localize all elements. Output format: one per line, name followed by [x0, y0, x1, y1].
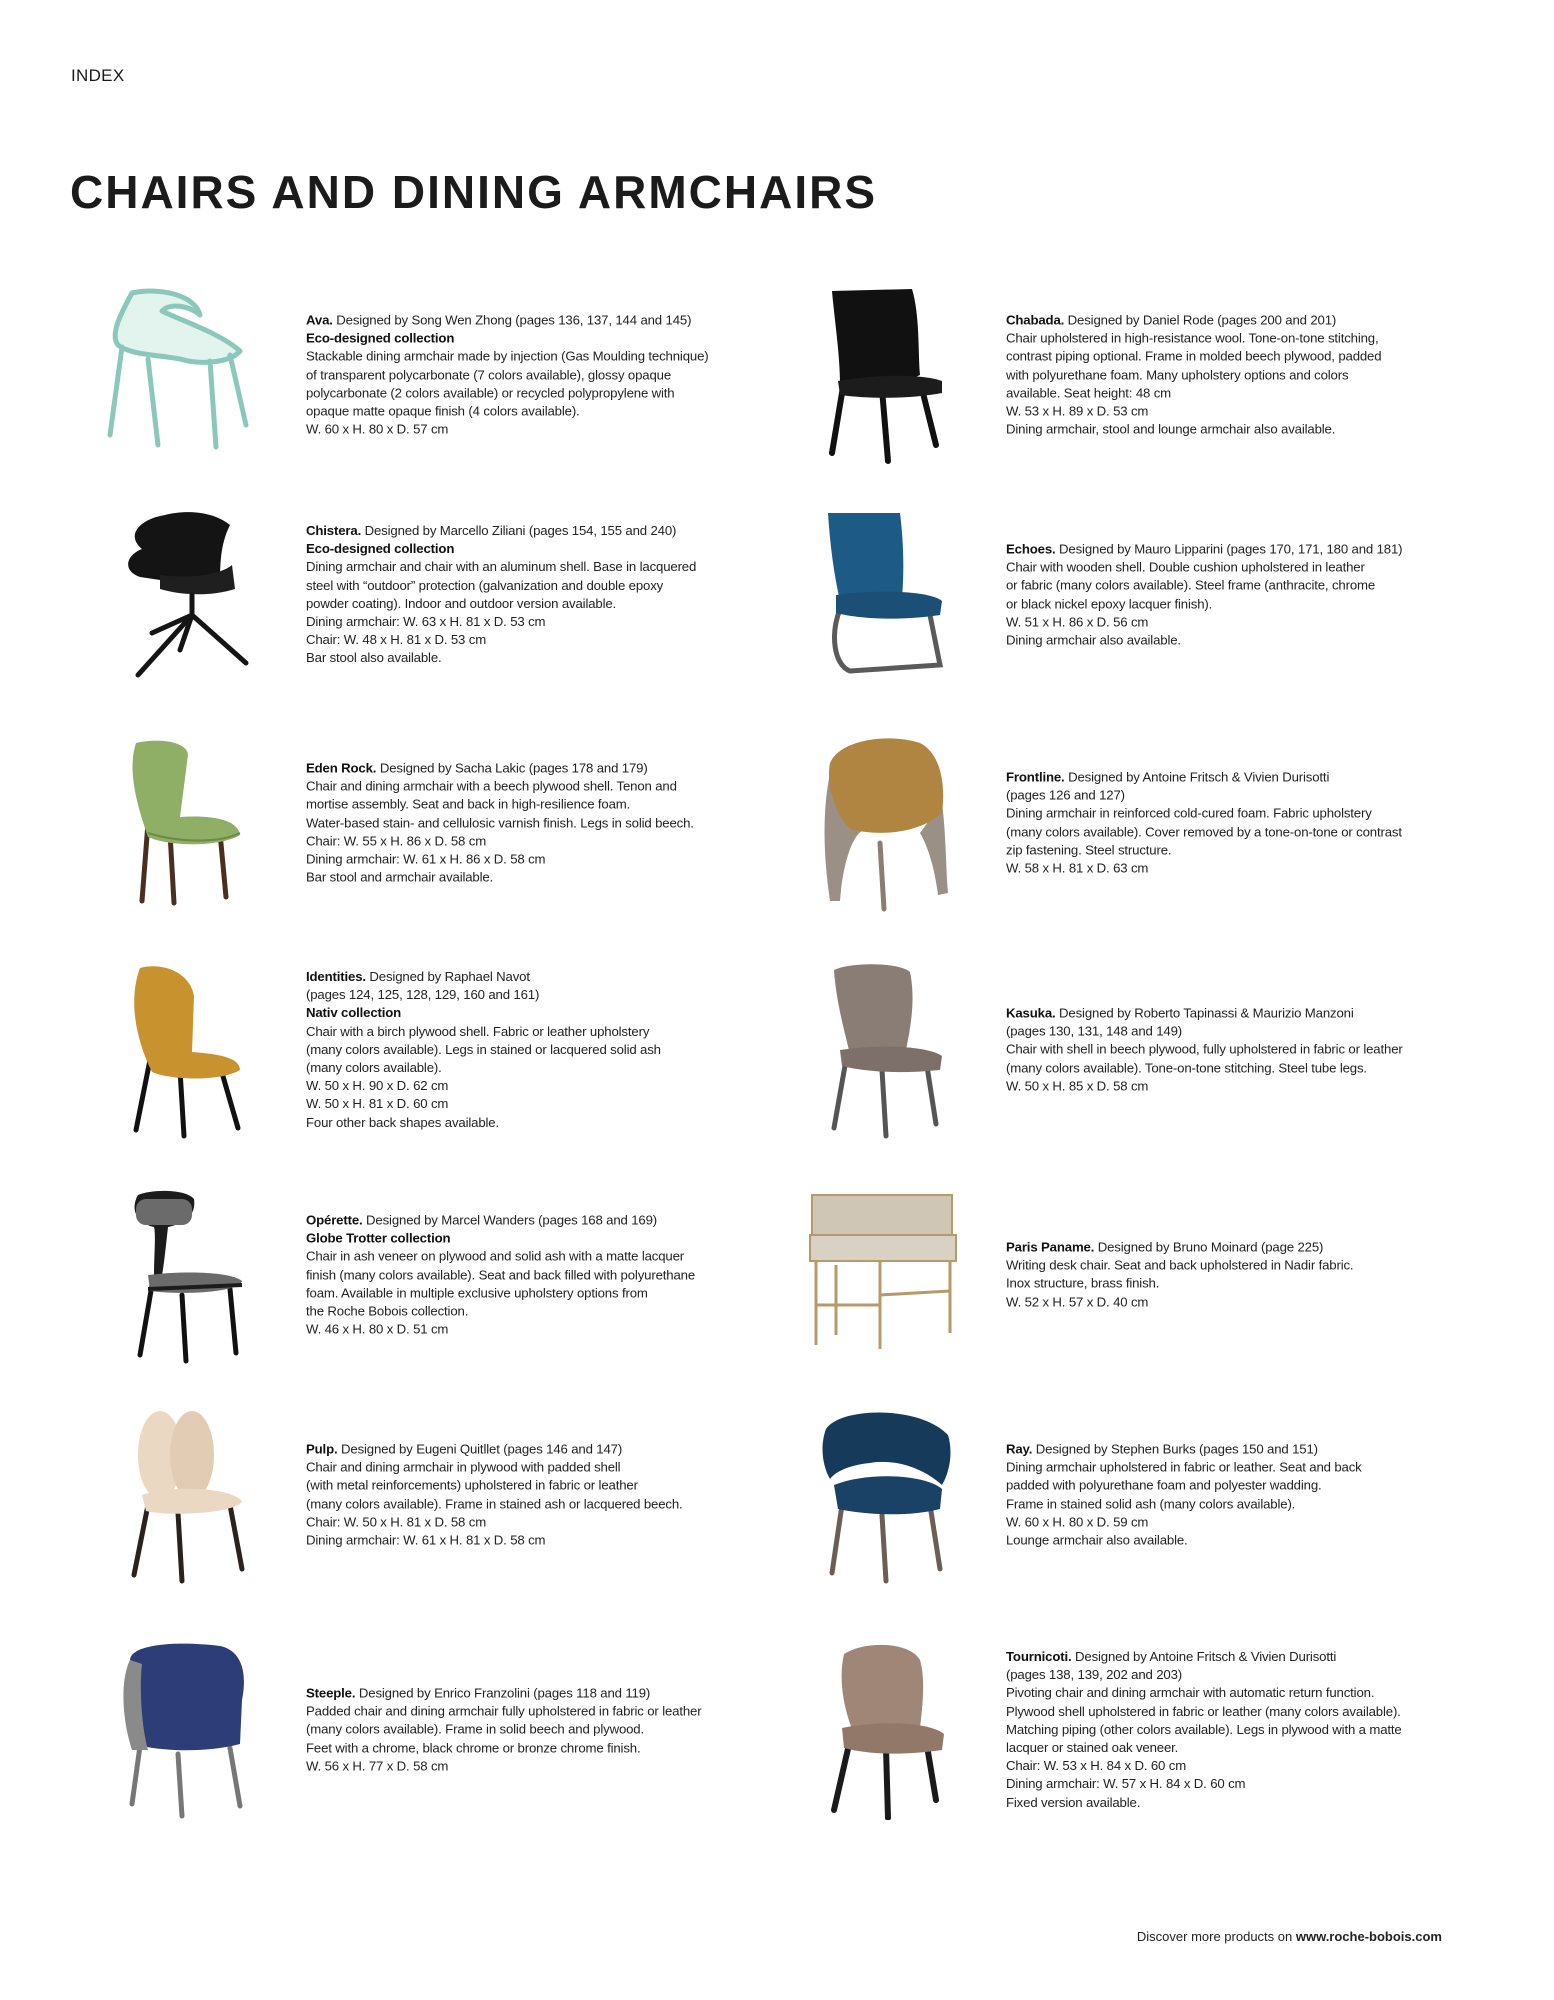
product-desc-line: foam. Available in multiple exclusive upholstery options from	[306, 1285, 648, 1301]
pulp-chair-icon	[70, 1405, 260, 1585]
product-designer: Designed by Antoine Fritsch & Vivien Durisotti	[1071, 1649, 1337, 1665]
product-designer: Designed by Roberto Tapinassi & Maurizio Manzoni	[1055, 1005, 1354, 1021]
product-desc-line: Bar stool and armchair available.	[306, 869, 494, 885]
page-title: CHAIRS AND DINING ARMCHAIRS	[70, 166, 878, 218]
product-desc-line: Plywood shell upholstered in fabric or leather (many colors available).	[1006, 1703, 1401, 1719]
kasuka-chair-icon	[770, 960, 960, 1140]
product-dimensions: Chair: W. 53 x H. 84 x D. 60 cm	[1006, 1758, 1187, 1774]
product-name: Chistera.	[306, 523, 362, 539]
product-desc-line: Chair upholstered in high-resistance wool. Tone-on-tone stitching,	[1006, 330, 1379, 346]
product-paris-paname	[770, 1185, 1430, 1365]
product-desc-line: Water-based stain- and cellulosic varnish finish. Legs in solid beech.	[306, 814, 694, 830]
product-desc-line: Inox structure, brass finish.	[1006, 1276, 1160, 1291]
product-dimensions: W. 52 x H. 57 x D. 40 cm	[1006, 1294, 1149, 1310]
product-frontline	[770, 733, 1430, 913]
product-dimensions: Chair: W. 55 x H. 86 x D. 58 cm	[306, 833, 487, 849]
product-name: Pulp.	[306, 1441, 338, 1457]
product-collection: Eco-designed collection	[306, 330, 455, 346]
product-name: Echoes.	[1006, 541, 1056, 557]
product-dimensions: Dining armchair: W. 61 x H. 86 x D. 58 cm	[306, 851, 546, 867]
product-desc-line: (pages 124, 125, 128, 129, 160 and 161)	[306, 987, 540, 1003]
product-dimensions: W. 60 x H. 80 x D. 59 cm	[1006, 1514, 1149, 1530]
product-identities	[70, 960, 730, 1140]
product-dimensions: W. 50 x H. 90 x D. 62 cm	[306, 1078, 449, 1094]
product-desc-line: Chair with wooden shell. Double cushion upholstered in leather	[1006, 559, 1365, 575]
product-chistera	[70, 505, 730, 685]
product-desc-line: (pages 130, 131, 148 and 149)	[1006, 1023, 1183, 1039]
operette-chair-icon	[70, 1185, 260, 1365]
product-desc-line: (pages 138, 139, 202 and 203)	[1006, 1667, 1183, 1683]
product-designer: Designed by Marcello Ziliani (pages 154, 155 and 240)	[361, 523, 677, 539]
product-desc-line: Dining armchair in reinforced cold-cured foam. Fabric upholstery	[1006, 805, 1372, 821]
identities-chair-icon	[70, 960, 260, 1140]
chabada-chair-icon	[770, 285, 960, 465]
product-name: Steeple.	[306, 1685, 356, 1701]
product-pulp	[70, 1405, 730, 1585]
product-name: Paris Paname.	[1006, 1239, 1095, 1255]
product-desc-line: Pivoting chair and dining armchair with automatic return function.	[1006, 1685, 1375, 1701]
product-desc-line: Chair in ash veneer on plywood and solid ash with a matte lacquer	[306, 1248, 685, 1264]
product-desc-line: available. Seat height: 48 cm	[1006, 385, 1171, 401]
product-name: Kasuka.	[1006, 1005, 1056, 1021]
product-collection: Nativ collection	[306, 1005, 402, 1021]
product-desc-line: Lounge armchair also available.	[1006, 1532, 1188, 1548]
product-designer: Designed by Song Wen Zhong (pages 136, 137, 144 and 145)	[332, 312, 692, 328]
product-dimensions: W. 50 x H. 85 x D. 58 cm	[1006, 1078, 1149, 1094]
steeple-chair-icon	[70, 1640, 260, 1820]
product-desc-line: Bar stool also available.	[306, 650, 442, 666]
product-kasuka	[770, 960, 1430, 1140]
product-desc-line: Feet with a chrome, black chrome or bronze chrome finish.	[306, 1740, 641, 1756]
product-chabada	[770, 285, 1430, 465]
footer	[1137, 1929, 1442, 1944]
product-designer: Designed by Bruno Moinard (page 225)	[1094, 1239, 1324, 1255]
frontline-chair-icon	[770, 733, 960, 913]
product-desc-line: the Roche Bobois collection.	[306, 1303, 469, 1319]
product-desc-line: Dining armchair and chair with an aluminum shell. Base in lacquered	[306, 559, 697, 575]
product-operette	[70, 1185, 730, 1365]
product-desc-line: Frame in stained solid ash (many colors available).	[1006, 1496, 1296, 1511]
product-desc-line: contrast piping optional. Frame in molded beech plywood, padded	[1006, 348, 1382, 364]
product-desc-line: Matching piping (other colors available). Legs in plywood with a matte	[1006, 1721, 1402, 1737]
product-desc-line: (with metal reinforcements) upholstered in fabric or leather	[306, 1477, 638, 1493]
index-label: INDEX	[71, 66, 125, 85]
product-desc-line: lacquer or stained oak veneer.	[1006, 1740, 1179, 1756]
product-collection: Eco-designed collection	[306, 541, 455, 557]
product-ava	[70, 285, 730, 465]
product-name: Ava.	[306, 312, 333, 328]
product-dimensions: Chair: W. 48 x H. 81 x D. 53 cm	[306, 632, 487, 648]
ava-chair-icon	[70, 285, 260, 465]
product-desc-line: polycarbonate (2 colors available) or recycled polypropylene with	[306, 385, 675, 401]
footer-link[interactable]: www.roche-bobois.com	[1295, 1929, 1442, 1944]
product-desc-line: Four other back shapes available.	[306, 1114, 499, 1130]
product-desc-line: Chair with a birch plywood shell. Fabric or leather upholstery	[306, 1023, 650, 1039]
product-dimensions: W. 51 x H. 86 x D. 56 cm	[1006, 614, 1149, 630]
product-desc-line: padded with polyurethane foam and polyester wadding.	[1006, 1477, 1322, 1493]
product-desc-line: Dining armchair also available.	[1006, 632, 1181, 648]
product-designer: Designed by Mauro Lipparini (pages 170, 171, 180 and 181)	[1055, 541, 1403, 557]
product-eden-rock	[70, 733, 730, 913]
product-designer: Designed by Enrico Franzolini (pages 118 and 119)	[355, 1685, 651, 1701]
ray-chair-icon	[770, 1405, 960, 1585]
product-ray	[770, 1405, 1430, 1585]
product-name: Frontline.	[1006, 769, 1065, 785]
product-echoes	[770, 505, 1430, 685]
product-desc-line: (many colors available). Frame in solid beech and plywood.	[306, 1721, 645, 1737]
product-desc-line: finish (many colors available). Seat and back filled with polyurethane	[306, 1266, 696, 1282]
product-desc-line: or fabric (many colors available). Steel frame (anthracite, chrome	[1006, 577, 1376, 593]
product-desc-line: (many colors available). Frame in stained ash or lacquered beech.	[306, 1496, 683, 1511]
product-desc-line: (many colors available).	[306, 1060, 442, 1076]
product-dimensions: W. 56 x H. 77 x D. 58 cm	[306, 1758, 449, 1774]
product-desc-line: mortise assembly. Seat and back in high-resilience foam.	[306, 796, 631, 812]
product-designer: Designed by Sacha Lakic (pages 178 and 179)	[376, 760, 648, 776]
eden-rock-chair-icon	[70, 733, 260, 913]
product-desc-line: Chair with shell in beech plywood, fully upholstered in fabric or leather	[1006, 1041, 1403, 1057]
product-collection: Globe Trotter collection	[306, 1230, 451, 1246]
product-dimensions: Dining armchair: W. 57 x H. 84 x D. 60 cm	[1006, 1776, 1246, 1792]
product-name: Identities.	[306, 969, 366, 985]
product-desc-line: powder coating). Indoor and outdoor version available.	[306, 596, 617, 611]
product-desc-line: Dining armchair, stool and lounge armchair also available.	[1006, 421, 1336, 437]
product-desc-line: with polyurethane foam. Many upholstery options and colors	[1006, 366, 1349, 382]
product-desc-line: (many colors available). Tone-on-tone stitching. Steel tube legs.	[1006, 1060, 1367, 1076]
product-dimensions: W. 60 x H. 80 x D. 57 cm	[306, 421, 449, 437]
product-designer: Designed by Eugeni Quitllet (pages 146 and 147)	[337, 1441, 623, 1457]
product-desc-line: Stackable dining armchair made by injection (Gas Moulding technique)	[306, 348, 709, 364]
product-tournicoti	[770, 1640, 1430, 1820]
product-desc-line: (many colors available). Legs in stained or lacquered solid ash	[306, 1041, 661, 1057]
product-desc-line: Dining armchair upholstered in fabric or leather. Seat and back	[1006, 1459, 1362, 1475]
product-dimensions: W. 53 x H. 89 x D. 53 cm	[1006, 403, 1149, 419]
product-desc-line: Fixed version available.	[1006, 1794, 1141, 1810]
product-desc-line: Padded chair and dining armchair fully upholstered in fabric or leather	[306, 1703, 702, 1719]
product-dimensions: Dining armchair: W. 61 x H. 81 x D. 58 cm	[306, 1532, 546, 1548]
product-desc-line: Chair and dining armchair in plywood with padded shell	[306, 1459, 621, 1475]
product-desc-line: (many colors available). Cover removed by a tone-on-tone or contrast	[1006, 824, 1402, 839]
product-name: Opérette.	[306, 1212, 363, 1228]
product-designer: Designed by Marcel Wanders (pages 168 and 169)	[362, 1212, 658, 1228]
echoes-chair-icon	[770, 505, 960, 685]
product-dimensions: W. 58 x H. 81 x D. 63 cm	[1006, 860, 1149, 876]
product-name: Tournicoti.	[1006, 1649, 1072, 1665]
product-desc-line: steel with “outdoor” protection (galvanization and double epoxy	[306, 577, 664, 593]
product-desc-line: Chair and dining armchair with a beech plywood shell. Tenon and	[306, 778, 677, 794]
product-dimensions: Dining armchair: W. 63 x H. 81 x D. 53 cm	[306, 614, 546, 630]
product-name: Eden Rock.	[306, 760, 377, 776]
product-desc-line: of transparent polycarbonate (7 colors available), glossy opaque	[306, 366, 672, 382]
tournicoti-chair-icon	[770, 1640, 960, 1820]
product-desc-line: opaque matte opaque finish (4 colors available).	[306, 403, 580, 419]
product-name: Chabada.	[1006, 312, 1065, 328]
paris-paname-chair-icon	[770, 1185, 960, 1365]
chistera-chair-icon	[70, 505, 260, 685]
product-designer: Designed by Daniel Rode (pages 200 and 201)	[1064, 312, 1337, 328]
product-designer: Designed by Raphael Navot	[365, 969, 530, 985]
product-desc-line: Writing desk chair. Seat and back upholstered in Nadir fabric.	[1006, 1257, 1354, 1273]
product-dimensions: W. 50 x H. 81 x D. 60 cm	[306, 1096, 449, 1112]
product-designer: Designed by Antoine Fritsch & Vivien Durisotti	[1064, 769, 1330, 785]
product-desc-line: or black nickel epoxy lacquer finish).	[1006, 596, 1213, 611]
product-desc-line: zip fastening. Steel structure.	[1006, 842, 1172, 858]
product-name: Ray.	[1006, 1441, 1033, 1457]
product-dimensions: W. 46 x H. 80 x D. 51 cm	[306, 1321, 449, 1337]
product-desc-line: (pages 126 and 127)	[1006, 787, 1125, 803]
product-steeple	[70, 1640, 730, 1820]
product-designer: Designed by Stephen Burks (pages 150 and 151)	[1032, 1441, 1318, 1457]
footer-prefix: Discover more products on	[1136, 1929, 1296, 1944]
product-dimensions: Chair: W. 50 x H. 81 x D. 58 cm	[306, 1514, 487, 1530]
